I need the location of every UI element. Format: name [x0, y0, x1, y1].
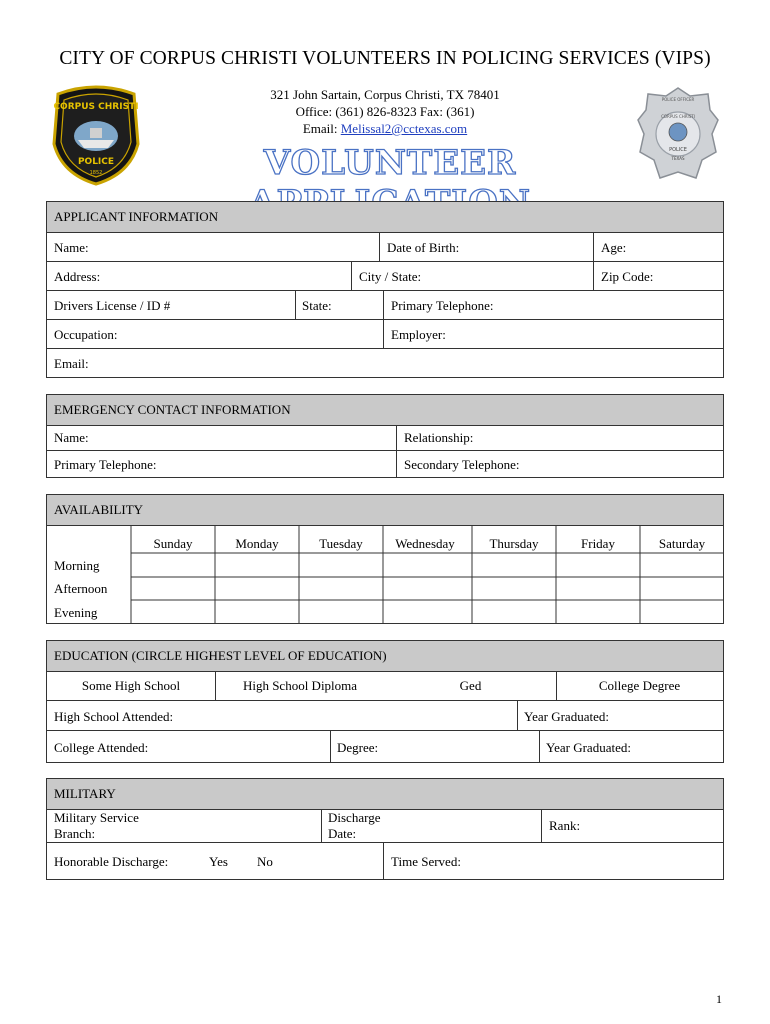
applicant-row-1 [46, 232, 724, 262]
service-branch-label-1: Military Service [54, 810, 139, 825]
drivers-license-field[interactable]: Drivers License / ID # [54, 298, 171, 313]
section-header [46, 201, 724, 233]
discharge-date-label-1: Discharge [328, 810, 381, 825]
volunteer-application-title: VOLUNTEER [263, 143, 517, 183]
email-link[interactable]: Melissal2@cctexas.com [340, 121, 468, 136]
police-officer-badge-logo [636, 86, 720, 191]
address-line: 321 John Sartain, Corpus Christi, TX 78401 [270, 87, 500, 102]
section-heading-emergency: EMERGENCY CONTACT INFORMATION [54, 402, 291, 417]
applicant-row-5 [46, 349, 724, 378]
city-state-field[interactable]: City / State: [359, 269, 422, 284]
college-attended-field[interactable]: College Attended: [54, 740, 149, 755]
honorable-yes-option[interactable]: Yes [209, 854, 228, 869]
rank-field[interactable]: Rank: [549, 818, 581, 833]
discharge-date-field[interactable] [328, 810, 380, 842]
svg-text:1852: 1852 [89, 170, 103, 176]
page-number: 1 [716, 992, 722, 1006]
corpus-christi-police-patch-logo [50, 84, 142, 191]
day-sunday: Sunday [153, 536, 193, 551]
section-heading-availability: AVAILABILITY [54, 502, 144, 517]
military-row-2 [46, 843, 724, 880]
day-saturday: Saturday [658, 536, 706, 551]
day-tuesday: Tuesday [319, 536, 363, 551]
section-header [46, 778, 724, 810]
service-branch-field[interactable] [54, 810, 139, 842]
discharge-date-label-2: Date: [328, 826, 357, 841]
employer-field[interactable]: Employer: [391, 327, 446, 342]
zip-code-field[interactable]: Zip Code: [601, 269, 654, 284]
email-prefix: Email: [302, 121, 341, 136]
address-field[interactable]: Address: [54, 269, 101, 284]
honorable-discharge-label: Honorable Discharge: [54, 854, 169, 869]
applicant-row-3 [46, 291, 724, 320]
section-heading-military: MILITARY [54, 786, 116, 801]
name-field[interactable]: Name: [54, 240, 89, 255]
secondary-telephone-field[interactable]: Secondary Telephone: [404, 457, 520, 472]
section-header [46, 494, 724, 526]
college-year-graduated-field[interactable]: Year Graduated: [546, 740, 631, 755]
section-heading-applicant: APPLICANT INFORMATION [54, 209, 219, 224]
email-field[interactable]: Email: [54, 356, 89, 371]
svg-text:POLICE OFFICER: POLICE OFFICER [661, 97, 695, 102]
applicant-row-4 [46, 320, 724, 349]
svg-text:POLICE: POLICE [669, 147, 687, 153]
honorable-no-option[interactable]: No [257, 854, 273, 869]
availability-grid [46, 525, 724, 624]
emergency-row-2 [46, 451, 724, 478]
applicant-row-2 [46, 262, 724, 291]
service-branch-label-2: Branch: [54, 826, 96, 841]
date-of-birth-field[interactable]: Date of Birth: [387, 240, 460, 255]
period-evening: Evening [54, 605, 98, 620]
primary-telephone-field[interactable]: Primary Telephone: [391, 298, 494, 313]
education-levels-row [46, 671, 724, 701]
section-header [46, 640, 724, 672]
section-header [46, 394, 724, 426]
day-thursday: Thursday [489, 536, 539, 551]
day-friday: Friday [581, 536, 615, 551]
emergency-name-field[interactable]: Name: [54, 430, 89, 445]
degree-field[interactable]: Degree: [337, 740, 379, 755]
occupation-field[interactable]: Occupation: [54, 327, 118, 342]
day-wednesday: Wednesday [395, 536, 455, 551]
svg-text:POLICE: POLICE [77, 157, 115, 167]
college-row [46, 731, 724, 763]
military-row-1 [46, 809, 724, 843]
high-school-row [46, 701, 724, 731]
day-monday: Monday [235, 536, 279, 551]
emergency-primary-telephone-field[interactable]: Primary Telephone: [54, 457, 157, 472]
svg-text:CORPUS CHRISTI: CORPUS CHRISTI [661, 114, 695, 119]
document-title: CITY OF CORPUS CHRISTI VOLUNTEERS IN POLICING SERVICES (VIPS) [59, 48, 711, 69]
level-college-degree[interactable]: College Degree [598, 678, 681, 693]
svg-text:CORPUS CHRISTI: CORPUS CHRISTI [53, 102, 139, 112]
period-morning: Morning [54, 558, 100, 573]
level-high-school-diploma[interactable]: High School Diploma [242, 678, 358, 693]
emergency-row-1 [46, 425, 724, 451]
svg-text:TEXAS: TEXAS [671, 156, 685, 161]
age-field[interactable]: Age: [601, 240, 627, 255]
time-served-field[interactable]: Time Served: [391, 854, 461, 869]
relationship-field[interactable]: Relationship: [404, 430, 474, 445]
section-heading-education: EDUCATION (CIRCLE HIGHEST LEVEL OF EDUCATION) [54, 648, 387, 663]
email-line [200, 121, 570, 137]
office-phone-line: Office: (361) 826-8323 Fax: (361) [295, 104, 475, 119]
state-field[interactable]: State: [302, 298, 332, 313]
period-afternoon: Afternoon [54, 581, 108, 596]
availability-grid-lines [47, 525, 723, 623]
level-some-high-school[interactable]: Some High School [81, 678, 181, 693]
hs-year-graduated-field[interactable]: Year Graduated: [524, 709, 609, 724]
level-ged[interactable]: Ged [459, 678, 482, 693]
high-school-attended-field[interactable]: High School Attended: [54, 709, 174, 724]
